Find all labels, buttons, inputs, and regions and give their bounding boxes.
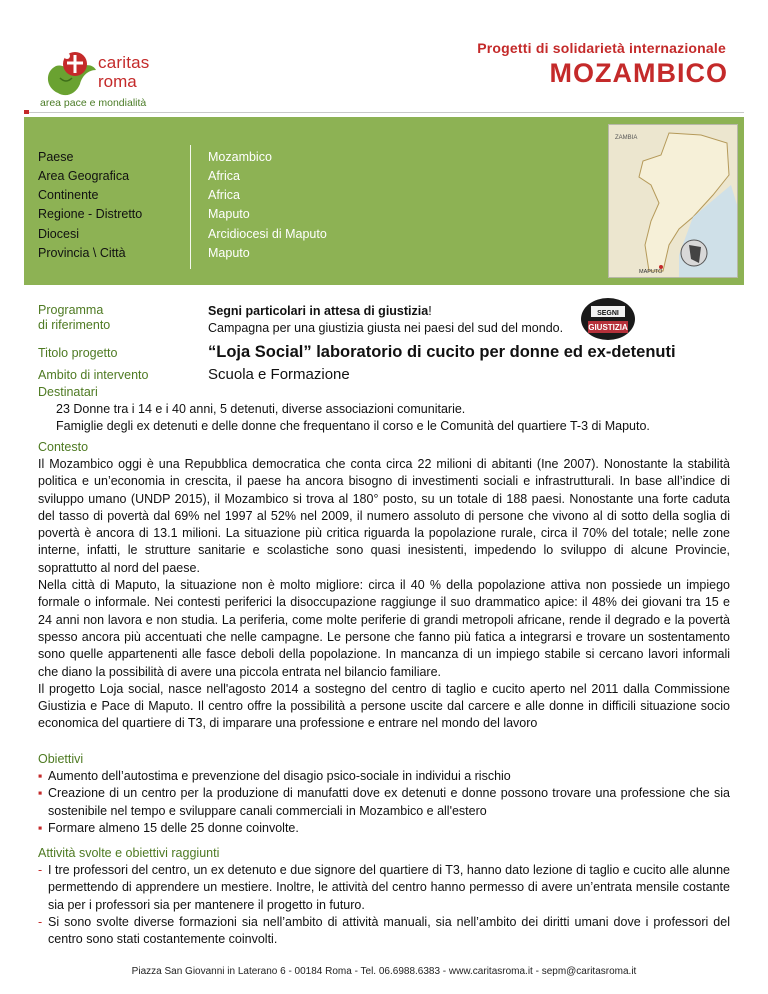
dash-icon: - bbox=[38, 914, 43, 929]
programma-label-1: Programma bbox=[38, 303, 104, 317]
logo-tagline: area pace e mondialità bbox=[40, 97, 147, 109]
info-value-paese: Mozambico bbox=[208, 150, 272, 164]
info-label-regione: Regione - Distretto bbox=[38, 207, 143, 221]
info-value-provincia: Maputo bbox=[208, 246, 250, 260]
obiettivi-label: Obiettivi bbox=[38, 752, 84, 766]
map-label-maputo: MAPUTO bbox=[639, 269, 663, 275]
header-divider bbox=[24, 112, 744, 113]
campaign-logo-text-1: SEGNI bbox=[597, 310, 619, 317]
list-item bbox=[38, 820, 730, 837]
destinatari-line-1: 23 Donne tra i 14 e i 40 anni, 5 detenuti, diverse associazioni comunitarie. bbox=[56, 402, 466, 416]
obiettivo-text: Creazione di un centro per la produzione di manufatti dove ex detenuti e donne possono trovare una professione che sia sostenibile nel tempo e sviluppare canali commerciali in Mozambico e all'estero bbox=[48, 786, 730, 818]
campaign-logo-text-2: GIUSTIZIA bbox=[588, 323, 628, 332]
obiettivo-text: Formare almeno 15 delle 25 donne coinvolte. bbox=[48, 820, 299, 835]
programma-title: Segni particolari in attesa di giustizia bbox=[208, 304, 429, 318]
info-label-diocesi: Diocesi bbox=[38, 227, 79, 241]
attivita-label: Attività svolte e obiettivi raggiunti bbox=[38, 846, 220, 860]
dash-icon: - bbox=[38, 863, 43, 877]
project-title: “Loja Social” laboratorio di cucito per donne ed ex-detenuti bbox=[208, 343, 676, 361]
info-label-area: Area Geografica bbox=[38, 169, 130, 183]
page-title: MOZAMBICO bbox=[549, 58, 728, 88]
logo-caritas-text: caritas bbox=[98, 53, 150, 72]
campaign-logo bbox=[580, 297, 636, 341]
programma-title-line bbox=[208, 303, 432, 320]
map-shape bbox=[609, 125, 737, 277]
info-label-paese: Paese bbox=[38, 150, 74, 164]
info-value-continente: Africa bbox=[208, 188, 240, 202]
contesto-body bbox=[38, 456, 730, 733]
bullet-icon: ▪ bbox=[38, 820, 43, 835]
info-value-area: Africa bbox=[208, 169, 240, 183]
attivita-text: I tre professori del centro, un ex detenuto e due signore del quartiere di T3, hanno dato lezione di taglio e cucito alle alunne permettendo di apprendere un mestiere. Inoltre, le attività del centro hanno permesso di avere un’entrata mensile costante sia per i professori sia per mantenere il progetto in futuro. bbox=[48, 863, 730, 912]
ambito-label: Ambito di intervento bbox=[38, 368, 149, 382]
header-subtitle: Progetti di solidarietà internazionale bbox=[477, 40, 726, 56]
info-value-diocesi: Arcidiocesi di Maputo bbox=[208, 227, 327, 241]
info-divider bbox=[190, 145, 191, 269]
list-item bbox=[38, 914, 730, 949]
contesto-paragraph-1: Il Mozambico oggi è una Repubblica democratica che conta circa 22 milioni di abitanti (Ine 2007). Nonostante la stabilità politica e un’economia in crescita, il paese ha ancora bisogno di investimenti sociali e infrastrutturali. In base all’indice di sviluppo umano (UNDP 2015), il Mozambico si trova al 180° posto, su un totale di 188 paesi. Nonostante una forte caduta del tasso di povertà dal 69% nel 1997 al 52% nel 2009, il numero assoluto di persone che vivono al di sotto della soglia di povertà è ancora di 13.1 milioni. La situazione più critica riguarda la popolazione rurale, circa il 70% del totale; nelle zone interne, infatti, le strutture sanitarie e scolastiche sono quasi inesistenti, impedendo lo sviluppo di alcune Provincie, soprattutto al nord del paese. bbox=[38, 457, 730, 575]
obiettivi-list bbox=[38, 768, 730, 837]
programma-subtitle: Campagna per una giustizia giusta nei paesi del sud del mondo. bbox=[208, 321, 564, 335]
logo-roma-text: roma bbox=[98, 72, 137, 91]
header-divider-accent bbox=[24, 110, 29, 114]
footer-contacts: Piazza San Giovanni in Laterano 6 - 00184 Roma - Tel. 06.6988.6383 - www.caritasroma.it - sepm@caritasroma.it bbox=[131, 966, 637, 977]
attivita-list bbox=[38, 862, 730, 948]
list-item bbox=[38, 862, 730, 914]
destinatari-label: Destinatari bbox=[38, 385, 98, 399]
bullet-icon: ▪ bbox=[38, 769, 43, 783]
bullet-icon: ▪ bbox=[38, 786, 43, 801]
programma-title-end: ! bbox=[428, 304, 432, 318]
mozambique-map bbox=[608, 124, 738, 278]
info-value-regione: Maputo bbox=[208, 207, 250, 221]
map-label-zambia: ZAMBIA bbox=[615, 135, 638, 141]
titolo-label: Titolo progetto bbox=[38, 346, 118, 360]
attivita-text: Si sono svolte diverse formazioni sia nell’ambito di attività manuali, sia nell’ambito dei diritti umani dove i professori del centro sono stati costantemente coinvolti. bbox=[48, 914, 730, 947]
info-label-continente: Continente bbox=[38, 188, 99, 202]
obiettivo-text: Aumento dell’autostima e prevenzione del disagio psico-sociale in individui a rischio bbox=[48, 769, 511, 783]
list-item bbox=[38, 768, 730, 785]
contesto-paragraph-2: Nella città di Maputo, la situazione non è molto migliore: circa il 40 % della popolazione attiva non possiede un impiego formale o informale. Nei contesti periferici la disoccupazione raggiunge il suo drammatico apice: il 48% dei giovani tra 15 e 24 anni non lavora e non studia. La periferia, come molte periferie di grandi metropoli africane, rende il degrado e la povertà spesso ancora più accentuati che nelle campagne. Le persone che fanno più fatica a integrarsi e trovare un sostentamento sono quelle appartenenti alle fasce deboli della popolazione. In mancanza di un impiego stabile si cercano lavori informali che diano la possibilità di avere una piccola entrata nel bilancio familiare. bbox=[38, 578, 730, 679]
list-item bbox=[38, 785, 730, 820]
info-label-provincia: Provincia \ Città bbox=[38, 246, 126, 260]
contesto-label: Contesto bbox=[38, 440, 89, 454]
ambito-value: Scuola e Formazione bbox=[208, 366, 350, 383]
contesto-paragraph-3: Il progetto Loja social, nasce nell'agosto 2014 a sostegno del centro di taglio e cucito aperto nel 2011 dalla Commissione Giustizia e Pace di Maputo. Il centro offre la possibilità a persone uscite dal carcere e alle donne in difficili situazione socio economica del quartiere di T3, di imparare una professione e entrare nel mondo del lavoro bbox=[38, 681, 730, 731]
programma-label-2: di riferimento bbox=[38, 318, 111, 332]
destinatari-line-2: Famiglie degli ex detenuti e delle donne che frequentano il corso e le Comunità del quartiere T-3 di Maputo. bbox=[56, 419, 650, 433]
